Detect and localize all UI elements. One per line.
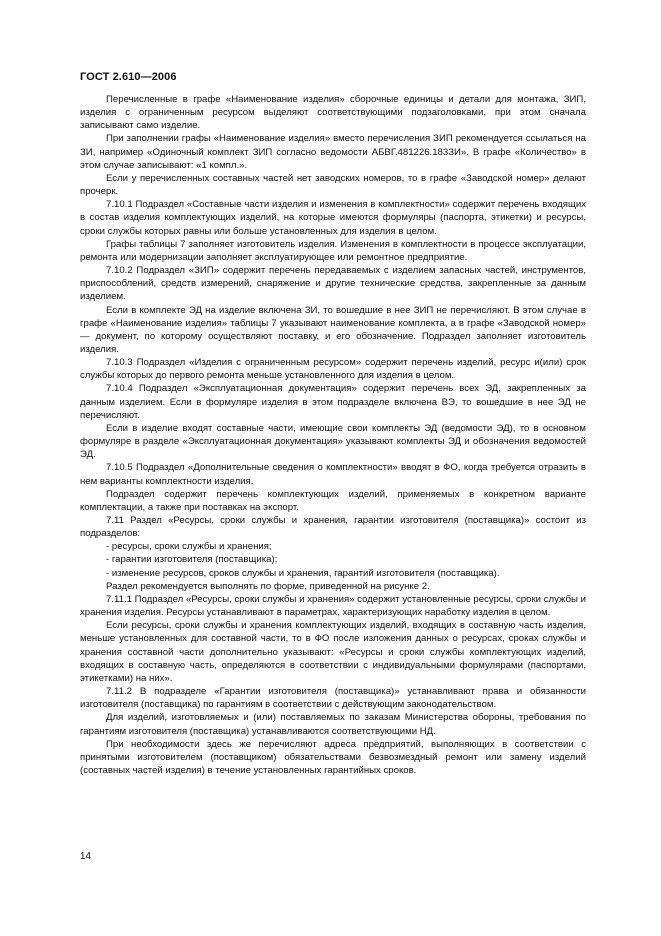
list-item: - изменение ресурсов, сроков службы и хранения, гарантий изготовителя (поставщика). xyxy=(106,567,500,579)
paragraph: Подраздел содержит перечень комплектующих изделий, применяемых в конкретном варианте комплектации, а также при поставках на экспорт. xyxy=(80,488,586,513)
list-item: - гарантии изготовителя (поставщика); xyxy=(106,554,278,566)
paragraph: Если в изделие входят составные части, имеющие свои комплекты ЭД (ведомости ЭД), то в основном формуляре в разделе «Эксплуатационная документация» указывают комплекты ЭД и обозначения ведомостей ЭД. xyxy=(80,422,586,461)
paragraph: 7.10.1 Подраздел «Составные части изделия и изменения в комплектности» содержит перечень входящих в состав изделия комплектующих изделий, на которые имеются формуляры (паспорта, этикетки) и ресурсы, сроки службы которых равны или больше установленных для изделия в целом. xyxy=(80,199,586,237)
paragraph: Если у перечисленных составных частей нет заводских номеров, то в графе «Заводской номер» делают прочерк. xyxy=(80,172,586,198)
page-number: 14 xyxy=(80,851,91,862)
paragraph: Если в комплекте ЭД на изделие включена ЗИ, то вошедшие в нее ЗИП не перечисляют. В этом случае в графе «Наименование изделия» таблицы 7 указывают наименование комплекта, а в графе «Заводской номер» — документ, по которому осуществляют поставку, и его обозначение. Подраздел заполняет изготовитель изделия. xyxy=(80,304,586,355)
paragraph: Если ресурсы, сроки службы и хранения комплектующих изделий, входящих в составную часть изделия, меньше установленных для составной части, то в ФО после изложения данных о ресурсах, сроках службы и хранения составной части дополнительно указывают: «Ресурсы и сроки службы комплектующих изделий, входящих в составную часть, определяются в соответствии с индивидуальными формулярами (паспортами, этикетками) на них». xyxy=(80,620,586,684)
paragraph: Перечисленные в графе «Наименование изделия» сборочные единицы и детали для монтажа, ЗИП, изделия с ограниченным ресурсом выделяют соответствующими подзаголовками, при этом сначала записывают само изделие. xyxy=(80,94,586,132)
paragraph: Графы таблицы 7 заполняет изготовитель изделия. Изменения в комплектности в процессе эксплуатации, ремонта или модернизации заполняет эксплуатирующее или ремонтное предприятие. xyxy=(80,238,586,263)
paragraph: 7.11 Раздел «Ресурсы, сроки службы и хранения, гарантии изготовителя (поставщика)» состоит из подразделов: xyxy=(80,515,586,540)
paragraph: 7.10.4 Подраздел «Эксплуатационная документация» содержит перечень всех ЭД, закрепленных за данным изделием. Если в формуляре изделия в этом подразделе включена ВЭ, то вошедшие в нее ЭД не перечисляют. xyxy=(80,383,586,421)
paragraph: 7.11.2 В подразделе «Гарантии изготовителя (поставщика)» устанавливают права и обязанности изготовителя (поставщика) по гарантиям в соответствии с действующим законодательством. xyxy=(80,686,586,711)
list-item: - ресурсы, сроки службы и хранения; xyxy=(106,541,272,553)
standard-header: ГОСТ 2.610—2006 xyxy=(80,71,177,83)
paragraph: 7.10.5 Подраздел «Дополнительные сведения о комплектности» вводят в ФО, когда требуется отразить в нем варианты комплектности изделия. xyxy=(80,462,586,487)
document-body xyxy=(80,93,586,777)
paragraph: При необходимости здесь же перечисляют адреса предприятий, выполняющих в соответствии с принятыми изготовителем (поставщиком) обязательствами безвозмездный ремонт или замену изделий (составных частей изделия) в течение установленных гарантийных сроков. xyxy=(80,738,586,776)
paragraph: 7.11.1 Подраздел «Ресурсы, сроки службы и хранения» содержит установленные ресурсы, сроки службы и хранения изделия. Ресурсы устанавливают в параметрах, характеризующих наработку изделия в целом. xyxy=(80,593,586,619)
paragraph: Для изделий, изготовляемых и (или) поставляемых по заказам Министерства обороны, требования по гарантиям изготовителя (поставщика) устанавливаются соответствующими НД. xyxy=(80,712,586,737)
paragraph: 7.10.3 Подраздел «Изделия с ограниченным ресурсом» содержит перечень изделий, ресурс и(или) срок службы которых до первого ремонта меньше установленного для изделия в целом. xyxy=(80,357,586,382)
paragraph: Раздел рекомендуется выполнять по форме, приведенной на рисунке 2. xyxy=(106,580,430,592)
paragraph: 7.10.2 Подраздел «ЗИП» содержит перечень передаваемых с изделием запасных частей, инструментов, приспособлений, средств измерений, снаряжение и другие технические средства, закрепленные за данным изделием. xyxy=(80,265,586,303)
paragraph: При заполнении графы «Наименование изделия» вместо перечисления ЗИП рекомендуется ссылаться на ЗИ, например «Одиночный комплект ЗИП согласно ведомости АБВГ.481226.183ЗИ». В графе «Количество» в этом случае записывают: «1 компл.». xyxy=(80,133,586,171)
